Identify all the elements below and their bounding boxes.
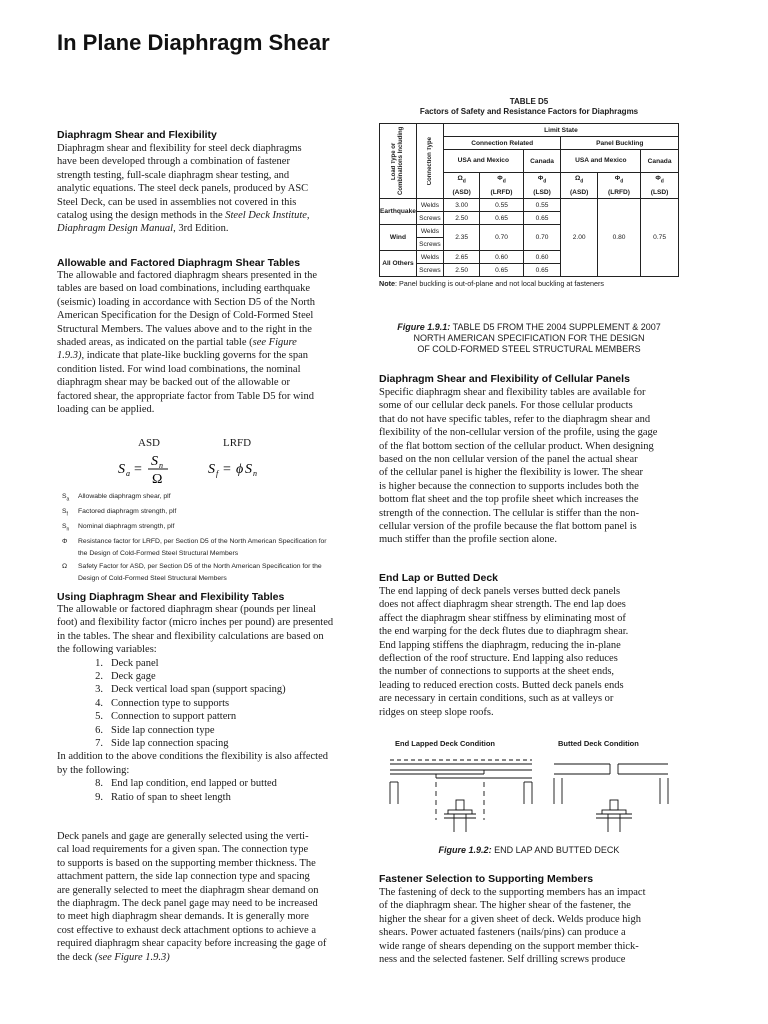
paragraph-end-lap [379,585,679,719]
section-heading-using-tables: Using Diaphragm Shear and Flexibility Tables [57,591,285,603]
end-lapped-drawing [390,760,532,832]
svg-text:S: S [118,462,125,477]
text-line: are necessary in certain conditions, such as at valleys or [379,693,614,705]
text-line: ridges on steep slope roofs. [379,706,494,718]
text-line: the following variables: [57,644,157,656]
cell: 2.65 [443,251,479,264]
cell: Screws [416,264,443,277]
cell: 2.50 [443,264,479,277]
text-line: Structural Members. The values above and to the right in the [57,323,312,335]
text-line: to supports is based on the supporting member thickness. The [57,857,316,869]
text-line: have been developed through a combination of fastener [57,156,290,168]
legend-row: the Design of Cold-Formed Steel Structural Members [78,550,239,558]
header-lsd: $\Phi_d$ (LSD) [641,173,679,199]
table-row [380,199,679,212]
cell: Welds [416,199,443,212]
text-line: shaded areas, as indicated on the partial table (see Figure [57,337,297,349]
text-line: ness and the selected fastener. Self drilling screws produce [379,954,626,966]
table-title-line: Factors of Safety and Resistance Factors for Diaphragms [419,107,639,116]
cell: Screws [416,238,443,251]
cell: 0.60 [523,251,561,264]
header-load-type: Load Type or Combinations Including [380,124,417,199]
text-line: in the tables. The shear and flexibility calculations are based on [57,630,324,642]
text-line: condition listed. For wind load combinations, the nominal [57,363,301,375]
label-end-lapped: End Lapped Deck Condition [395,739,496,748]
text-line: of the cellular panel is higher the flexibility is lower. The shear [379,467,643,479]
list-item: 3. Deck vertical load span (support spacing) [95,684,286,696]
text-line: bottom flat sheet and the top profile sheet which increases the [379,494,639,506]
list-item: 2. Deck gage [95,671,156,683]
paragraph-cellular [379,386,679,547]
text-line: of the flat bottom section of the cellular product. When designing [379,440,654,452]
svg-text:=: = [223,462,231,477]
section-heading-end-lap: End Lap or Butted Deck [379,572,499,584]
header-canada: Canada [523,150,561,173]
text-line: The end lapping of deck panels verses butted deck panels [379,586,621,597]
header-asd: $\Omega_d$ (ASD) [443,173,479,199]
header-lrfd: $\Phi_d$ (LRFD) [480,173,523,199]
header-asd: $\Omega_d$ (ASD) [561,173,597,199]
cell: Screws [416,212,443,225]
text-line: does not affect diaphragm shear strength. The end lap does [379,599,626,611]
cell: 0.55 [480,199,523,212]
text-line: tables are based on load combinations, including earthquake [57,283,311,295]
text-line: much stiffer than the profile section alone. [379,534,557,546]
text-line: analytic equations. The steel deck panels, produced by ASC [57,183,309,195]
text-line: diaphragm shear may be backed out of the allowable or [57,377,290,389]
svg-text:ϕ: ϕ [236,462,244,477]
text-line: Steel Deck, can be used in assemblies not covered in this [57,196,297,208]
text-line: to meet high diaphragm shear demands. It is generally more [57,911,309,923]
text-line: leading to reduced erection costs. Butted deck panels ends [379,679,624,691]
header-conn-related: Connection Related [443,137,561,150]
header-lrfd: $\Phi_d$ (LRFD) [597,173,640,199]
text-line: higher the shear for a given sheet of deck. Welds produce high [379,913,641,925]
cell: 3.00 [443,199,479,212]
text-line: End lapping stiffens the diaphragm, reducing the in-plane [379,639,621,651]
text-line: by the following: [57,764,130,776]
cell: 0.80 [597,199,640,277]
cell: Welds [416,251,443,264]
variables-list-b [57,777,357,804]
page-title: In Plane Diaphragm Shear [57,30,330,55]
cell: 2.50 [443,212,479,225]
svg-text:f: f [216,469,219,478]
list-item: 4. Connection type to supports [95,697,230,709]
text-line: the deck (see Figure 1.9.3) [57,951,170,963]
section-heading-allowable-factored: Allowable and Factored Diaphragm Shear Tables [57,257,301,269]
svg-text:a: a [126,469,130,478]
lrfd-label: LRFD [223,437,252,449]
paragraph-using-tables [57,603,357,804]
svg-text:S: S [208,462,215,477]
variables-list [57,657,357,751]
list-item: 6. Side lap connection type [95,724,215,736]
text-line: Diaphragm shear and flexibility for steel deck diaphragms [57,143,302,154]
text-line: the end warping for the deck flutes due to diaphragm shear. [379,626,629,638]
header-limit-state: Limit State [443,124,678,137]
paragraph-deck-selection [57,830,357,964]
text-line: The fastening of deck to the supporting members has an impact [379,887,646,898]
text-line: wide range of shears depending on the support member thick- [379,940,639,952]
legend-row: $S_n$ Nominal diaphragm strength, plf [62,522,175,533]
list-item: 1. Deck panel [95,657,159,669]
text-line: required diaphragm shear capacity before increasing the gage of [57,938,327,950]
paragraph-diaphragm-shear [57,142,357,236]
legend-row: $S_a$ Allowable diaphragm shear, plf [62,493,171,503]
svg-text:Ω: Ω [152,472,163,486]
text-line: are generally selected to meet the diaphragm shear demand on [57,884,319,896]
row-earthquake: Earthquake [380,199,417,225]
text-line: cost effective to exhaust deck attachment options to achieve a [57,924,316,936]
text-line: affect the diaphragm shear stiffness by eliminating most of [379,612,626,624]
end-lap-butted-figure [384,752,674,836]
svg-text:n: n [159,461,163,470]
table-d5-title [379,97,679,117]
text-line: flexibility of the non-cellular version of the profile, using the gage [379,427,658,439]
text-line: shears. Power actuated fasteners (nails/pins) can produce a [379,927,626,939]
formula-legend [62,491,362,586]
section-heading-fastener: Fastener Selection to Supporting Members [379,873,594,885]
text-line: Specific diaphragm shear and flexibility tables are available for [379,387,646,398]
text-line: the number of connections to supports at the sheet ends, [379,666,615,678]
text-line: some of our cellular deck panels. For those cellular products [379,400,633,412]
table-d5 [379,123,679,288]
cell: 2.35 [443,225,479,251]
text-line: foot) and flexibility factor (micro inches per pound) are presented [57,617,334,629]
paragraph-fastener [379,886,679,966]
row-all-others: All Others [380,251,417,277]
asd-label: ASD [138,437,161,449]
text-line: deflection of the roof structure. End lapping also reduces [379,653,618,665]
list-item: 7. Side lap connection spacing [95,738,229,750]
text-line: is higher because the connection to supports includes both the [379,480,639,492]
cell: 0.70 [480,225,523,251]
text-line: of the diaphragm shear. The higher shear of the fastener, the [379,900,631,912]
list-item: 8. End lap condition, end lapped or butted [95,778,277,790]
list-item: 9. Ratio of span to sheet length [95,791,231,803]
label-butted: Butted Deck Condition [558,739,639,748]
row-wind: Wind [380,225,417,251]
text-line: The allowable or factored diaphragm shear (pounds per lineal [57,604,316,615]
cell: 2.00 [561,199,597,277]
legend-row: $S_f$ Factored diaphragm strength, plf [62,507,177,518]
text-line: based on the non cellular version of the panel the actual shear [379,454,638,466]
cell: 0.55 [523,199,561,212]
text-line: cellular version of the profile because the flat bottom panel is [379,521,637,533]
figure-1-9-2-caption: Figure 1.9.2: END LAP AND BUTTED DECK [438,845,620,855]
butted-drawing [554,764,668,832]
section-heading-cellular: Diaphragm Shear and Flexibility of Cellular Panels [379,373,630,385]
text-line: attachment pattern, the side lap connection type and spacing [57,871,310,883]
asd-formula [118,452,188,486]
text-line: the diaphragm. The deck panel gage may need to be increased [57,898,318,910]
text-line: In addition to the above conditions the flexibility is also affected [57,751,328,763]
cell: 0.65 [523,212,561,225]
header-panel-buckling: Panel Buckling [561,137,679,150]
list-item: 5. Connection to support pattern [95,711,237,723]
legend-row: Design of Cold-Formed Steel Structural Members [78,575,227,583]
cell: 0.65 [480,264,523,277]
svg-text:=: = [134,462,142,477]
text-line: Diaphragm Design Manual, 3rd Edition. [57,223,229,235]
cell: 0.70 [523,225,561,251]
cell: 0.65 [480,212,523,225]
cell: Welds [416,225,443,238]
cell: 0.65 [523,264,561,277]
text-line: The allowable and factored diaphragm shears presented in the [57,270,318,281]
text-line: 1.9.3), indicate that plate-like buckling governs for the span [57,350,309,362]
figure-1-9-1-caption: Figure 1.9.1: TABLE D5 FROM THE 2004 SUPPLEMENT & 2007 NORTH AMERICAN SPECIFICATION FOR THE DESIGN OF COLD-FORMED STEEL STRUCTURAL MEMBERS [397,322,661,354]
text-line: loading can be applied. [57,404,155,416]
cell: 0.60 [480,251,523,264]
text-line: catalog using the design methods in the Steel Deck Institute, [57,210,310,222]
text-line: American Specification for the Design of Cold-Formed Steel [57,310,314,322]
table-title-line: TABLE D5 [509,97,549,106]
text-line: strength testing, full-scale diaphragm shear testing, and [57,169,290,181]
table-note: Note: Panel buckling is out-of-plane and not local buckling at fasteners [379,279,604,289]
text-line: that do not have specific tables, refer to the diaphragm shear and [379,413,651,425]
lrfd-formula [208,458,278,482]
header-connection-type: Connection Type [416,124,443,199]
text-line: factored shear, the appropriate factor from Table D5 for wind [57,390,314,402]
section-heading-diaphragm-shear: Diaphragm Shear and Flexibility [57,129,217,141]
svg-text:S: S [245,462,252,477]
header-usa-mexico: USA and Mexico [443,150,523,173]
text-line: Deck panels and gage are generally selected using the verti- [57,831,309,842]
text-line: (seismic) loading in accordance with Section D5 of the North [57,296,316,308]
legend-row: Ω Safety Factor for ASD, per Section D5 of the North American Specification for the [62,562,322,570]
svg-text:S: S [151,454,158,469]
header-lsd: $\Phi_d$ (LSD) [523,173,561,199]
paragraph-allowable-factored [57,269,357,416]
text-line: cal load requirements for a given span. The connection type [57,844,309,856]
svg-text:n: n [253,469,257,478]
header-canada: Canada [641,150,679,173]
text-line: strength of the connection. The cellular is stiffer than the non- [379,507,639,519]
cell: 0.75 [641,199,679,277]
header-usa-mexico: USA and Mexico [561,150,641,173]
legend-row: Φ Resistance factor for LRFD, per Section D5 of the North American Specification for [62,537,327,545]
